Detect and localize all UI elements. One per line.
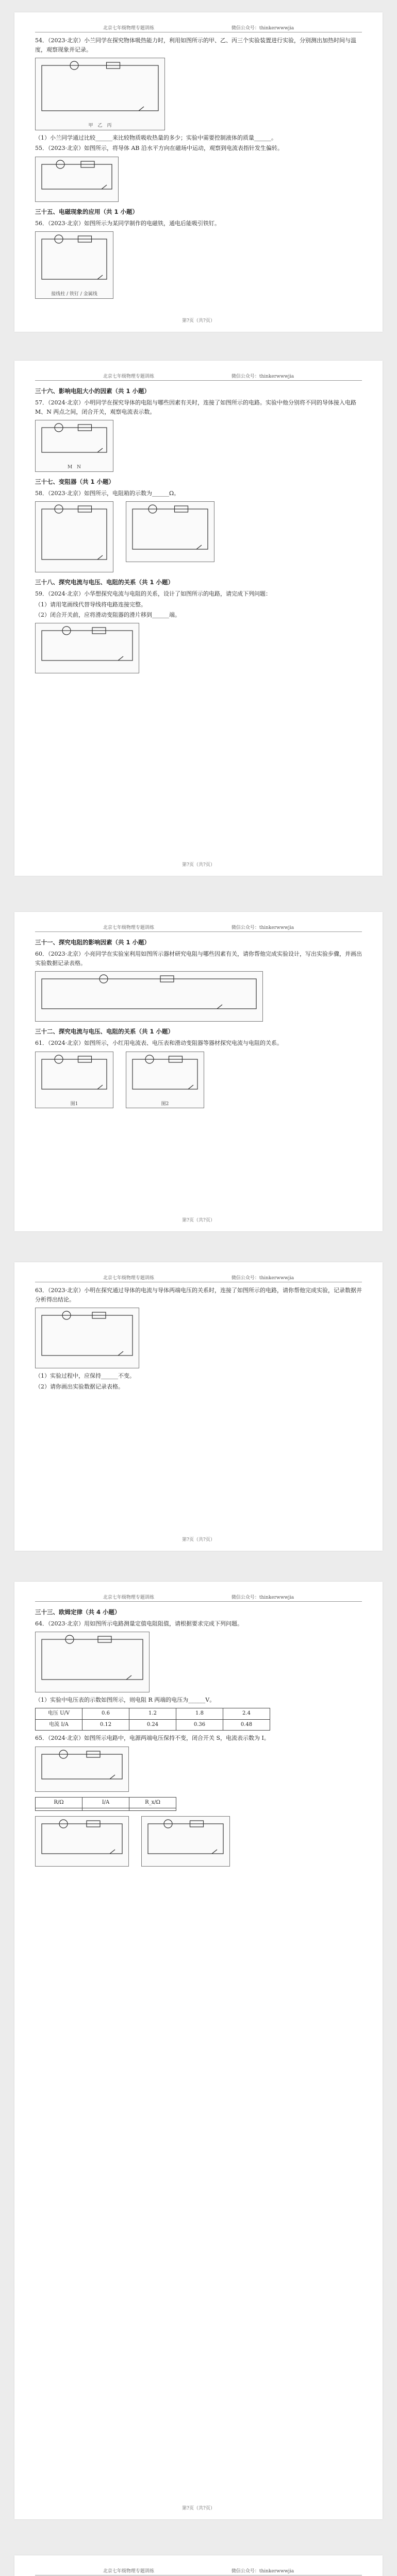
page-content xyxy=(35,1285,362,1530)
header-right: 微信公众号：thinkerwwwjia xyxy=(231,1595,294,1600)
table-cell: R/Ω xyxy=(36,1797,82,1808)
table-cell: 0.48 xyxy=(223,1719,270,1731)
table-row xyxy=(36,1719,270,1731)
page-footer: 第?页（共?页） xyxy=(182,318,215,324)
section-heading: 三十七、变阻器（共 1 小题） xyxy=(35,478,115,486)
figure-electromagnet-drawing xyxy=(36,232,113,289)
figure-circuit-a-caption: 图1 xyxy=(70,1101,78,1107)
header-right: 微信公众号：thinkerwwwjia xyxy=(231,2569,294,2574)
figure-lab-equipment xyxy=(35,971,263,1022)
page-content xyxy=(35,35,362,311)
page-header xyxy=(35,2566,362,2575)
figure-row xyxy=(35,56,362,132)
header-left: 北京七年级物理专题训练 xyxy=(103,2569,154,2574)
figure-row xyxy=(35,1744,362,1794)
table-cell: 0.12 xyxy=(82,1719,129,1731)
figure-meter-dial-2-drawing xyxy=(142,1817,229,1863)
figure-magnet-rod xyxy=(35,157,119,202)
header-right: 微信公众号：thinkerwwwjia xyxy=(231,925,294,930)
page-footer: 第?页（共?页） xyxy=(182,1218,215,1223)
header-right: 微信公众号：thinkerwwwjia xyxy=(231,1276,294,1281)
table-cell: 2.4 xyxy=(223,1708,270,1720)
table-cell: 电流 I/A xyxy=(36,1719,82,1731)
figure-three-beakers-caption: 甲 乙 丙 xyxy=(88,123,112,129)
figure-row xyxy=(35,1630,362,1694)
table-cell: I/A xyxy=(82,1797,129,1808)
figure-circuit-c xyxy=(35,1816,129,1867)
table-cell xyxy=(36,1808,82,1811)
table-cell xyxy=(82,1808,129,1811)
question-text: 55．（2023·北京）如图所示，将导体 AB 沿水平方向在磁场中运动，观察到电流表指针发生偏转。 xyxy=(35,145,284,152)
table-row xyxy=(36,1797,176,1808)
table-cell xyxy=(129,1808,176,1811)
page-content xyxy=(35,1604,362,2499)
header-right: 微信公众号：thinkerwwwjia xyxy=(231,26,294,31)
page-footer: 第?页（共?页） xyxy=(182,862,215,868)
figure-row xyxy=(35,418,362,474)
figure-three-beakers xyxy=(35,58,165,130)
page-header xyxy=(35,1592,362,1602)
worksheet-page xyxy=(14,1262,383,1551)
header-left: 北京七年级物理专题训练 xyxy=(103,1276,154,1281)
figure-meter-dial-2 xyxy=(141,1816,230,1867)
figure-circuit-c-drawing xyxy=(36,1817,128,1863)
question-text: 54．（2023·北京）小兰同学在探究物体吸热能力时，利用如图所示的甲、乙、丙三个实验装置进行实验，分别测出加热时间与温度，观察现象并记录。 xyxy=(35,37,356,54)
figure-circuit-b-caption: 图2 xyxy=(161,1101,169,1107)
figure-resistance-box xyxy=(35,501,113,572)
figure-three-beakers-drawing xyxy=(36,58,164,120)
figure-circuit-mn xyxy=(35,420,113,472)
worksheet-page xyxy=(14,912,383,1231)
header-left: 北京七年级物理专题训练 xyxy=(103,26,154,31)
page-content xyxy=(35,383,362,855)
figure-row xyxy=(35,499,362,574)
table-row xyxy=(36,1808,176,1811)
page-content xyxy=(35,935,362,1211)
figure-circuit-mn-drawing xyxy=(36,420,113,462)
page-header xyxy=(35,922,362,932)
question-text: （1）请用笔画线代替导线将电路连接完整。 xyxy=(35,601,146,608)
figure-row xyxy=(35,155,362,204)
figure-circuit-va-drawing xyxy=(36,1308,139,1365)
figure-measure-setup-drawing xyxy=(36,1632,149,1689)
data-table-voltage-current xyxy=(35,1708,270,1731)
table-cell: 电压 U/V xyxy=(36,1708,82,1720)
header-left: 北京七年级物理专题训练 xyxy=(103,925,154,930)
figure-circuit-r1r2-drawing xyxy=(36,1747,128,1788)
figure-measure-setup xyxy=(35,1632,150,1692)
figure-meter-dial xyxy=(126,501,214,562)
figure-circuit-b xyxy=(126,1052,204,1109)
data-table-r xyxy=(35,1797,176,1811)
figure-circuit-rp xyxy=(35,623,139,673)
figure-circuit-a xyxy=(35,1052,113,1109)
section-heading: 三十三、欧姆定律（共 4 小题） xyxy=(35,1608,121,1616)
section-heading: 三十一、探究电阻的影响因素（共 1 小题） xyxy=(35,939,151,946)
section-heading: 三十六、影响电阻大小的因素（共 1 小题） xyxy=(35,387,151,395)
page-footer: 第?页（共?页） xyxy=(182,1537,215,1543)
question-text: 61．（2024·北京）如图所示，小红用电流表、电压表和滑动变阻器等器材探究电流与电阻的关系。 xyxy=(35,1040,283,1047)
section-heading: 三十八、探究电流与电压、电阻的关系（共 1 小题） xyxy=(35,579,174,586)
question-text: （2）请你画出实验数据记录表格。 xyxy=(35,1383,124,1390)
figure-magnet-rod-drawing xyxy=(36,157,118,198)
page-header xyxy=(35,371,362,381)
figure-circuit-va xyxy=(35,1308,139,1368)
figure-circuit-a-drawing xyxy=(36,1052,113,1098)
figure-resistance-box-drawing xyxy=(36,502,113,569)
header-left: 北京七年级物理专题训练 xyxy=(103,1595,154,1600)
table-cell: 1.8 xyxy=(176,1708,223,1720)
figure-electromagnet-caption: 接线柱 / 铁钉 / 金属线 xyxy=(51,291,97,297)
page-footer: 第?页（共?页） xyxy=(182,2506,215,2511)
question-text: 60．（2023·北京）小亮同学在实验室利用如图所示器材研究电阻与哪些因素有关，请你帮他完成实验设计，写出实验步骤，并画出实验数据记录表格。 xyxy=(35,950,362,967)
worksheet-page xyxy=(14,12,383,332)
question-text: （1）小兰同学通过比较______来比较物质吸收热量的多少；实验中需要控制液体的质量______。 xyxy=(35,134,277,142)
figure-lab-equipment-drawing xyxy=(36,972,262,1018)
question-text: 64．（2023·北京）用如图所示电路测量定值电阻阻值，请根据要求完成下列问题。 xyxy=(35,1620,243,1627)
question-text: 59．（2024·北京）小华想探究电流与电阻的关系，设计了如图所示的电路，请完成下列问题： xyxy=(35,590,271,598)
question-text: 57．（2024·北京）小明同学在探究导体的电阻与哪些因素有关时，连接了如图所示的电路。实验中他分别将不同的导体接入电路 M、N 两点之间，闭合开关，观察电流表示数。 xyxy=(35,399,356,416)
figure-circuit-mn-caption: M N xyxy=(67,465,81,470)
question-text: （2）闭合开关前，应将滑动变阻器的滑片移到______端。 xyxy=(35,611,180,618)
figure-electromagnet xyxy=(35,231,113,299)
figure-row xyxy=(35,621,362,675)
question-text: （1）实验中电压表的示数如图所示，则电阻 R 两端的电压为______V。 xyxy=(35,1697,216,1704)
figure-row xyxy=(35,1814,362,1869)
question-text: 65．（2024·北京）如图所示电路中，电源两端电压保持不变，闭合开关 S，电流表示数为 I。 xyxy=(35,1735,270,1742)
figure-row xyxy=(35,1049,362,1111)
figure-row xyxy=(35,969,362,1024)
figure-circuit-b-drawing xyxy=(126,1052,204,1098)
table-cell: R_x/Ω xyxy=(129,1797,176,1808)
question-text: 63．（2023·北京）小明在探究通过导体的电流与导体两端电压的关系时，连接了如图所示的电路，请你帮他完成实验，记录数据并分析得出结论。 xyxy=(35,1287,362,1303)
question-text: 58．（2023·北京）如图所示，电阻箱的示数为______Ω。 xyxy=(35,490,180,497)
table-cell: 0.36 xyxy=(176,1719,223,1731)
section-heading: 三十二、探究电流与电压、电阻的关系（共 1 小题） xyxy=(35,1028,174,1036)
header-right: 微信公众号：thinkerwwwjia xyxy=(231,374,294,379)
table-cell: 1.2 xyxy=(129,1708,176,1720)
section-heading: 三十五、电磁现象的应用（共 1 小题） xyxy=(35,208,139,215)
figure-meter-dial-drawing xyxy=(126,502,214,558)
worksheet-page xyxy=(14,2555,383,2576)
table-row xyxy=(36,1708,270,1720)
header-left: 北京七年级物理专题训练 xyxy=(103,374,154,379)
table-cell: 0.6 xyxy=(82,1708,129,1720)
page-header xyxy=(35,23,362,32)
worksheet-page xyxy=(14,1582,383,2519)
figure-circuit-r1r2 xyxy=(35,1747,129,1792)
page-header xyxy=(35,1273,362,1282)
table-cell: 0.24 xyxy=(129,1719,176,1731)
question-text: 56．（2023·北京）如图所示为某同学制作的电磁铁，通电后能吸引铁钉。 xyxy=(35,219,220,227)
figure-row xyxy=(35,229,362,301)
figure-row xyxy=(35,1306,362,1370)
question-text: （1）实验过程中，应保持______不变。 xyxy=(35,1372,135,1380)
figure-circuit-rp-drawing xyxy=(36,623,139,670)
worksheet-page xyxy=(14,361,383,876)
